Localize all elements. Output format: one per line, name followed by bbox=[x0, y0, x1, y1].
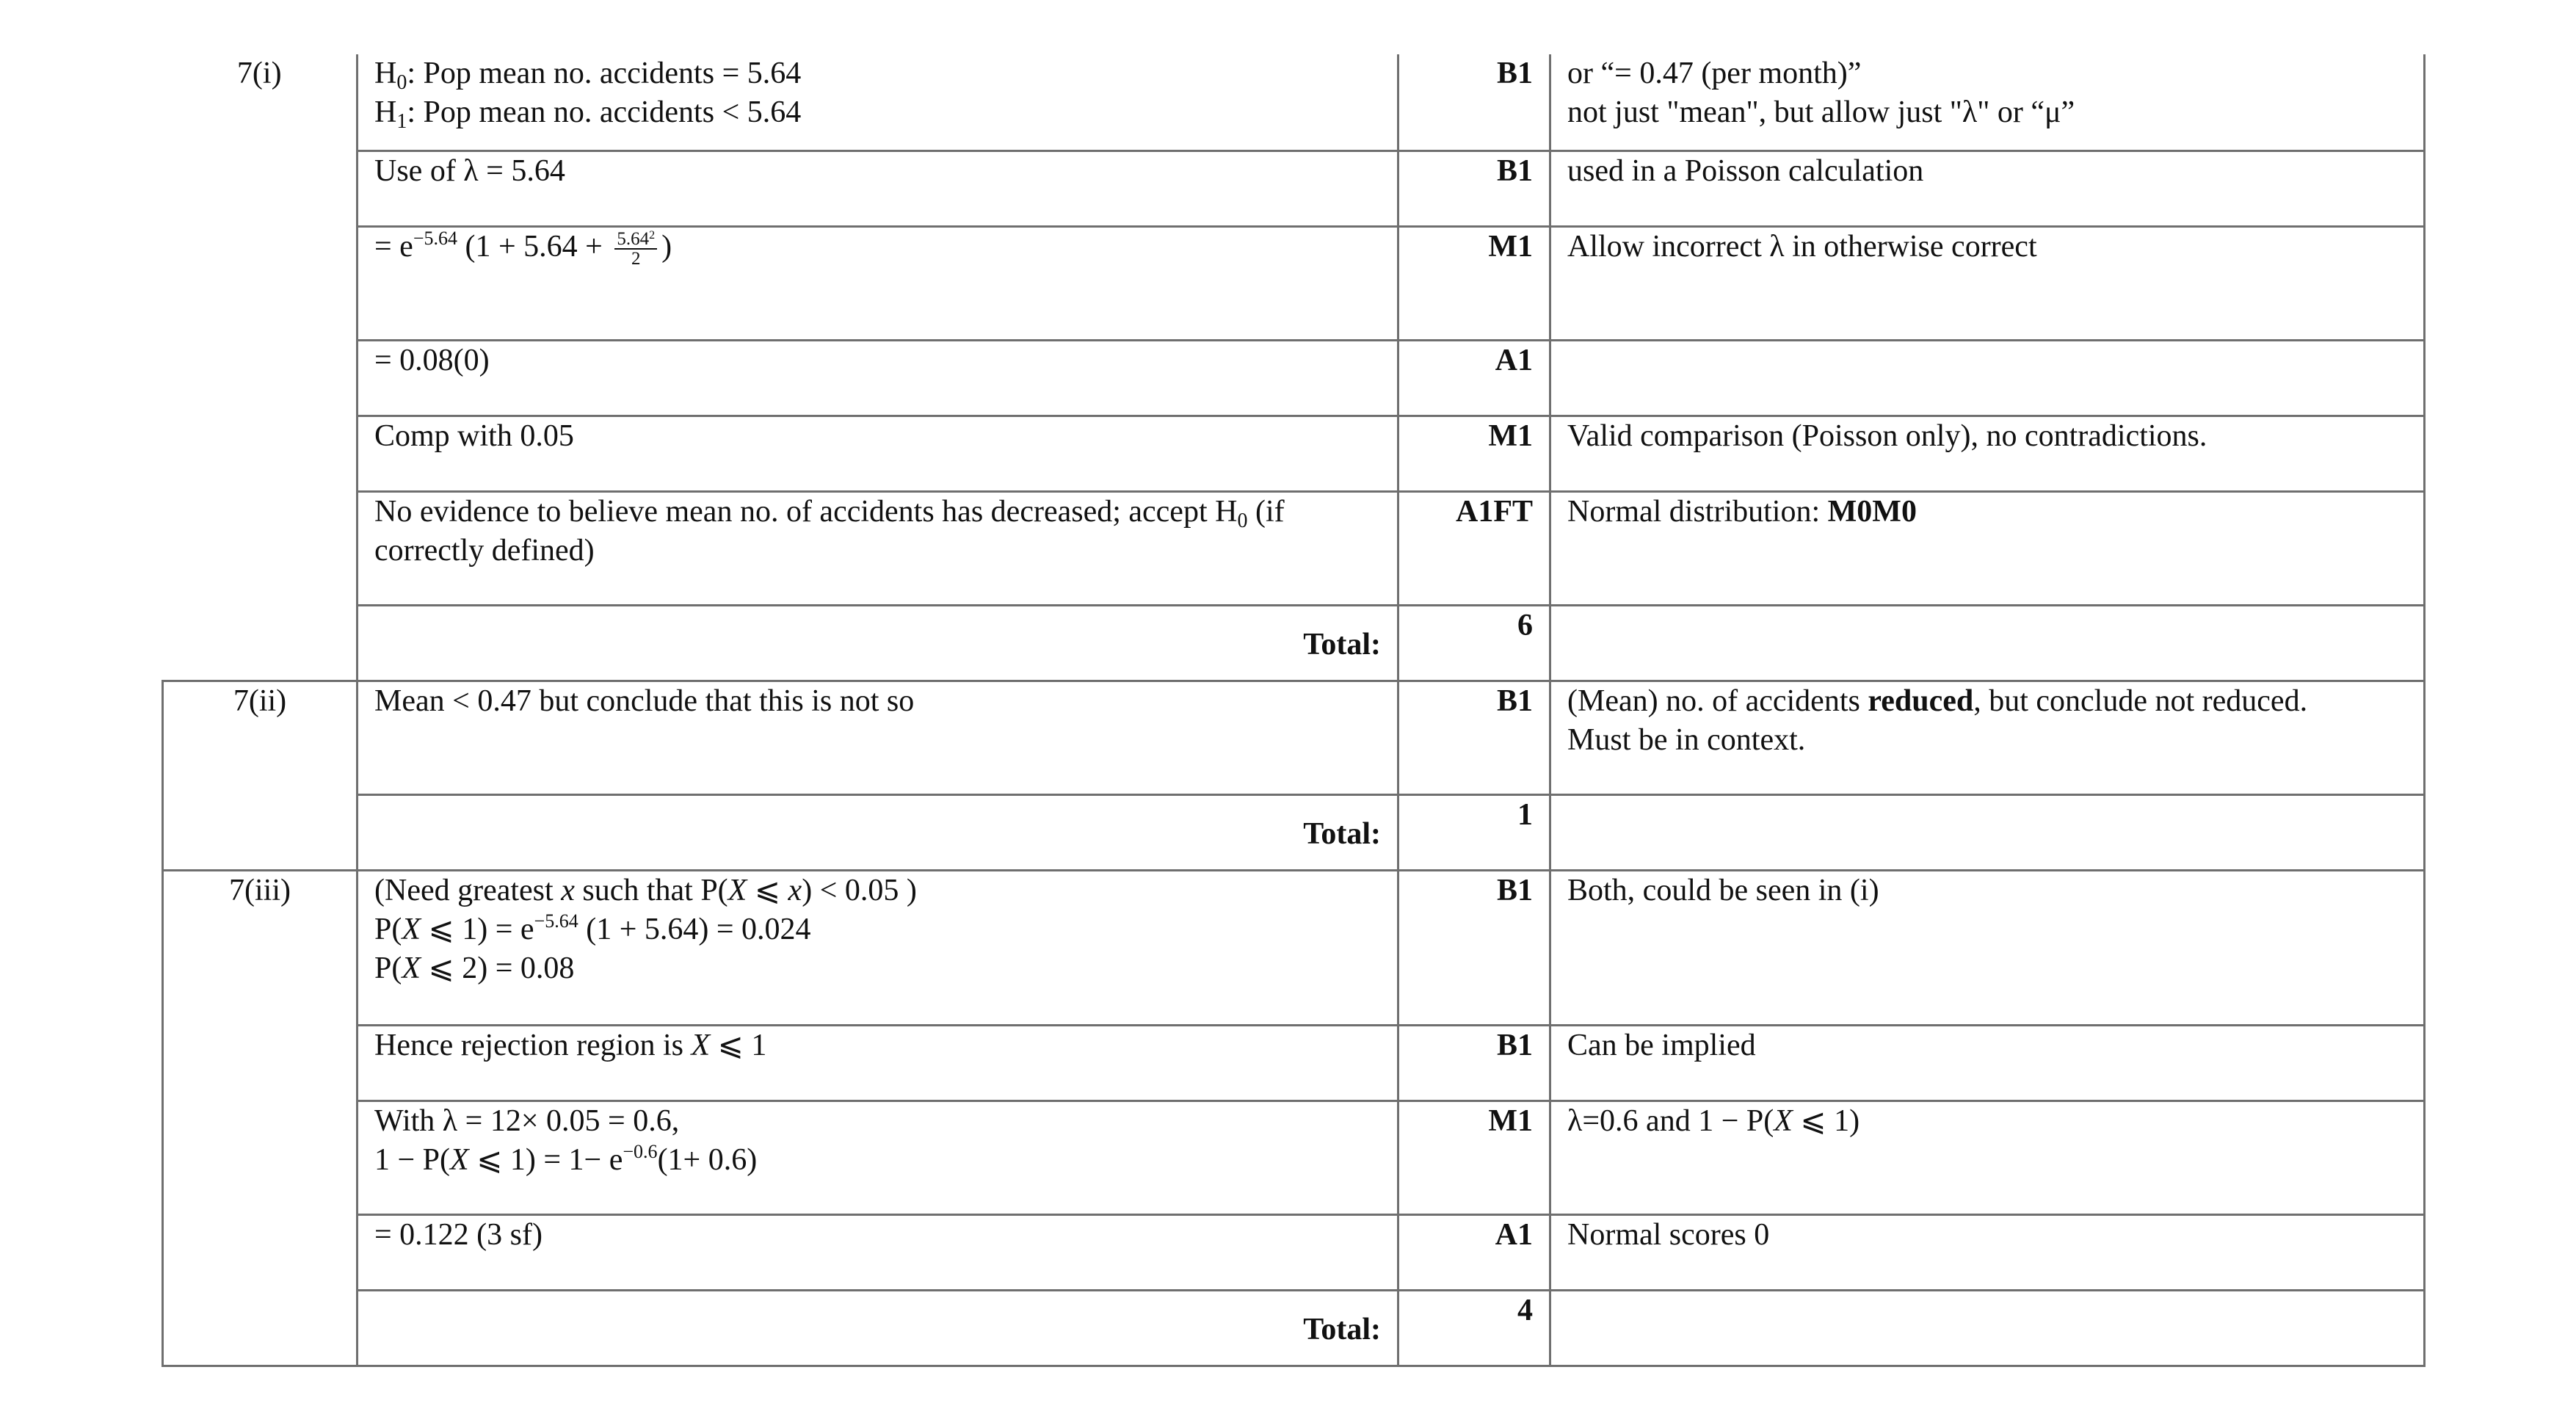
mark-cell: A1 bbox=[1398, 1214, 1550, 1290]
table-row bbox=[163, 226, 2425, 340]
question-label: 7(i) bbox=[163, 54, 358, 681]
guidance-cell: (Mean) no. of accidents reduced, but conclude not reduced. Must be in context. bbox=[1550, 681, 2425, 794]
total-value: 1 bbox=[1398, 794, 1550, 870]
guidance-cell: Allow incorrect λ in otherwise correct bbox=[1550, 226, 2425, 340]
table-row bbox=[163, 870, 2425, 1025]
mark-cell: M1 bbox=[1398, 416, 1550, 491]
mark-cell: A1FT bbox=[1398, 491, 1550, 605]
question-label: 7(iii) bbox=[163, 870, 358, 1366]
answer-cell: Comp with 0.05 bbox=[358, 416, 1398, 491]
mark-cell: M1 bbox=[1398, 1101, 1550, 1214]
mark-cell: A1 bbox=[1398, 340, 1550, 416]
mark-scheme-table bbox=[162, 54, 2426, 1367]
guidance-cell: Both, could be seen in (i) bbox=[1550, 870, 2425, 1025]
total-label: Total: bbox=[358, 1290, 1398, 1366]
table-row bbox=[163, 151, 2425, 226]
mark-cell: B1 bbox=[1398, 681, 1550, 794]
answer-cell: Hence rejection region is X ⩽ 1 bbox=[358, 1025, 1398, 1101]
answer-cell: Use of λ = 5.64 bbox=[358, 151, 1398, 226]
mark-cell: M1 bbox=[1398, 226, 1550, 340]
mark-cell: B1 bbox=[1398, 870, 1550, 1025]
total-row bbox=[163, 605, 2425, 681]
mark-cell: B1 bbox=[1398, 54, 1550, 151]
total-label: Total: bbox=[358, 605, 1398, 681]
total-row bbox=[163, 1290, 2425, 1366]
fraction: $\frac{5.64^2}{2}$ bbox=[614, 230, 657, 268]
guidance-cell: Normal scores 0 bbox=[1550, 1214, 2425, 1290]
guidance-cell: Valid comparison (Poisson only), no contradictions. bbox=[1550, 416, 2425, 491]
guidance-cell: λ=0.6 and 1 − P(X ⩽ 1) bbox=[1550, 1101, 2425, 1214]
guidance-cell: or “= 0.47 (per month)” not just "mean", but allow just "λ" or “μ” bbox=[1550, 54, 2425, 151]
answer-cell: (Need greatest x such that P(X ⩽ x) < 0.05 ) P(X ⩽ $1) = e^{-5.64}$ (1 + 5.64) = 0.024 P(X ⩽ 2) = 0.08 bbox=[358, 870, 1398, 1025]
table-row bbox=[163, 1214, 2425, 1290]
guidance-cell bbox=[1550, 340, 2425, 416]
question-label: 7(ii) bbox=[163, 681, 358, 870]
answer-cell: = 0.122 (3 sf) bbox=[358, 1214, 1398, 1290]
mark-cell: B1 bbox=[1398, 151, 1550, 226]
answer-cell: With λ = 12× 0.05 = 0.6, 1 − P(X ⩽ $1) = 1- e^{-0.6}(1+ 0.6)$ bbox=[358, 1101, 1398, 1214]
mark-cell: B1 bbox=[1398, 1025, 1550, 1101]
table-row bbox=[163, 340, 2425, 416]
answer-cell: = $e^{-5.64}$ (1 + 5.64 + $\frac{5.64^2}{2}$ ) bbox=[358, 226, 1398, 340]
answer-cell: = 0.08(0) bbox=[358, 340, 1398, 416]
table-row bbox=[163, 681, 2425, 794]
total-value: 4 bbox=[1398, 1290, 1550, 1366]
answer-cell: Mean < 0.47 but conclude that this is not so bbox=[358, 681, 1398, 794]
guidance-cell: Can be implied bbox=[1550, 1025, 2425, 1101]
table-row bbox=[163, 1101, 2425, 1214]
answer-cell: $H_0$: Pop mean no. accidents = 5.64 $H_1$: Pop mean no. accidents < 5.64 bbox=[358, 54, 1398, 151]
table-row bbox=[163, 491, 2425, 605]
answer-cell: No evidence to believe mean no. of accidents has decreased; accept $H_0$ (if correctly defined) bbox=[358, 491, 1398, 605]
table-row bbox=[163, 54, 2425, 151]
table-row bbox=[163, 416, 2425, 491]
total-row bbox=[163, 794, 2425, 870]
total-label: Total: bbox=[358, 794, 1398, 870]
total-value: 6 bbox=[1398, 605, 1550, 681]
guidance-cell: used in a Poisson calculation bbox=[1550, 151, 2425, 226]
guidance-cell: Normal distribution: M0M0 bbox=[1550, 491, 2425, 605]
table-row bbox=[163, 1025, 2425, 1101]
